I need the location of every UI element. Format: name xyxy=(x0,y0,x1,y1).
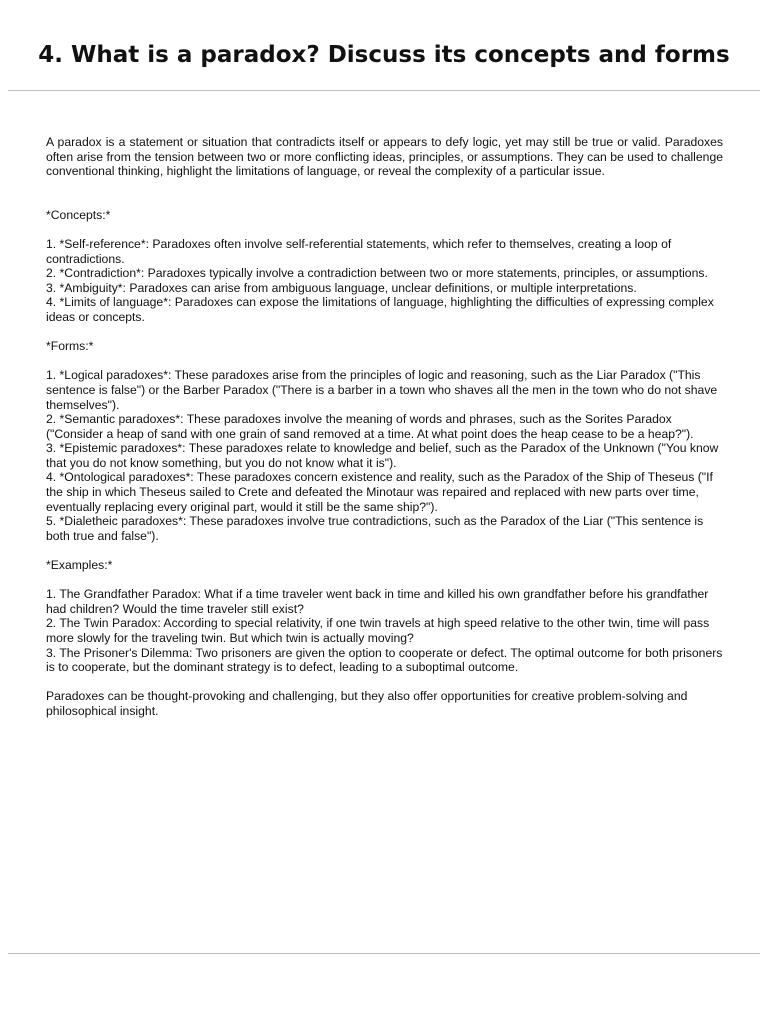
examples-list xyxy=(46,587,723,675)
page-title: 4. What is a paradox? Discuss its concepts and forms xyxy=(38,42,730,68)
concept-item: 2. *Contradiction*: Paradoxes typically involve a contradiction between two or more statements, principles, or assumptions. xyxy=(46,266,708,281)
example-item: 2. The Twin Paradox: According to special relativity, if one twin travels at high speed relative to the other twin, time will pass more slowly for the traveling twin. But which twin is actually moving? xyxy=(46,616,710,645)
footer-divider xyxy=(8,953,760,954)
concept-item: 4. *Limits of language*: Paradoxes can expose the limitations of language, highlighting the difficulties of expressing complex ideas or concepts. xyxy=(46,295,714,324)
document-body xyxy=(46,135,723,719)
form-item: 5. *Dialetheic paradoxes*: These paradoxes involve true contradictions, such as the Paradox of the Liar ("This sentence is both true and false"). xyxy=(46,514,704,543)
example-item: 3. The Prisoner's Dilemma: Two prisoners are given the option to cooperate or defect. The optimal outcome for both prisoners is to cooperate, but the dominant strategy is to defect, leading to a suboptimal outcome. xyxy=(46,645,723,675)
concept-item: 3. *Ambiguity*: Paradoxes can arise from ambiguous language, unclear definitions, or multiple interpretations. xyxy=(46,280,637,295)
concept-item: 1. *Self-reference*: Paradoxes often involve self-referential statements, which refer to themselves, creating a loop of contradictions. xyxy=(46,236,672,266)
form-item: 2. *Semantic paradoxes*: These paradoxes involve the meaning of words and phrases, such as the Sorites Paradox ("Consider a heap of sand with one grain of sand removed at a time. At what point does the heap cease to be a heap?"). xyxy=(46,412,694,441)
examples-heading: *Examples:* xyxy=(46,558,113,573)
conclusion-paragraph: Paradoxes can be thought-provoking and challenging, but they also offer opportunities for creative problem-solving and philosophical insight. xyxy=(46,689,688,718)
forms-heading: *Forms:* xyxy=(46,339,94,354)
forms-list xyxy=(46,368,723,543)
example-item: 1. The Grandfather Paradox: What if a time traveler went back in time and killed his own grandfather before his grandfather had children? Would the time traveler still exist? xyxy=(46,587,709,616)
concepts-heading: *Concepts:* xyxy=(46,207,111,222)
form-item: 3. *Epistemic paradoxes*: These paradoxes relate to knowledge and belief, such as the Paradox of the Unknown ("You know that you do not know something, but you do not know what it is"). xyxy=(46,441,719,470)
header-divider xyxy=(8,90,760,91)
concepts-list xyxy=(46,237,723,325)
intro-paragraph: A paradox is a statement or situation that contradicts itself or appears to defy logic, yet may still be true or valid. Paradoxes often arise from the tension between two or more conflicting ideas, principles, or assumptions. They can be used to challenge conventional thinking, highlight the limitations of language, or reveal the complexity of a particular issue. xyxy=(46,135,723,179)
form-item: 1. *Logical paradoxes*: These paradoxes arise from the principles of logic and reasoning, such as the Liar Paradox ("This sentence is false") or the Barber Paradox ("There is a barber in a town who shaves all the men in the town who do not shave themselves"). xyxy=(46,368,718,412)
form-item: 4. *Ontological paradoxes*: These paradoxes concern existence and reality, such as the Paradox of the Ship of Theseus ("If the ship in which Theseus sailed to Crete and defeated the Minotaur was repaired and replaced with new parts over time, eventually replacing every original part, would it still be the same ship?"). xyxy=(46,470,713,514)
